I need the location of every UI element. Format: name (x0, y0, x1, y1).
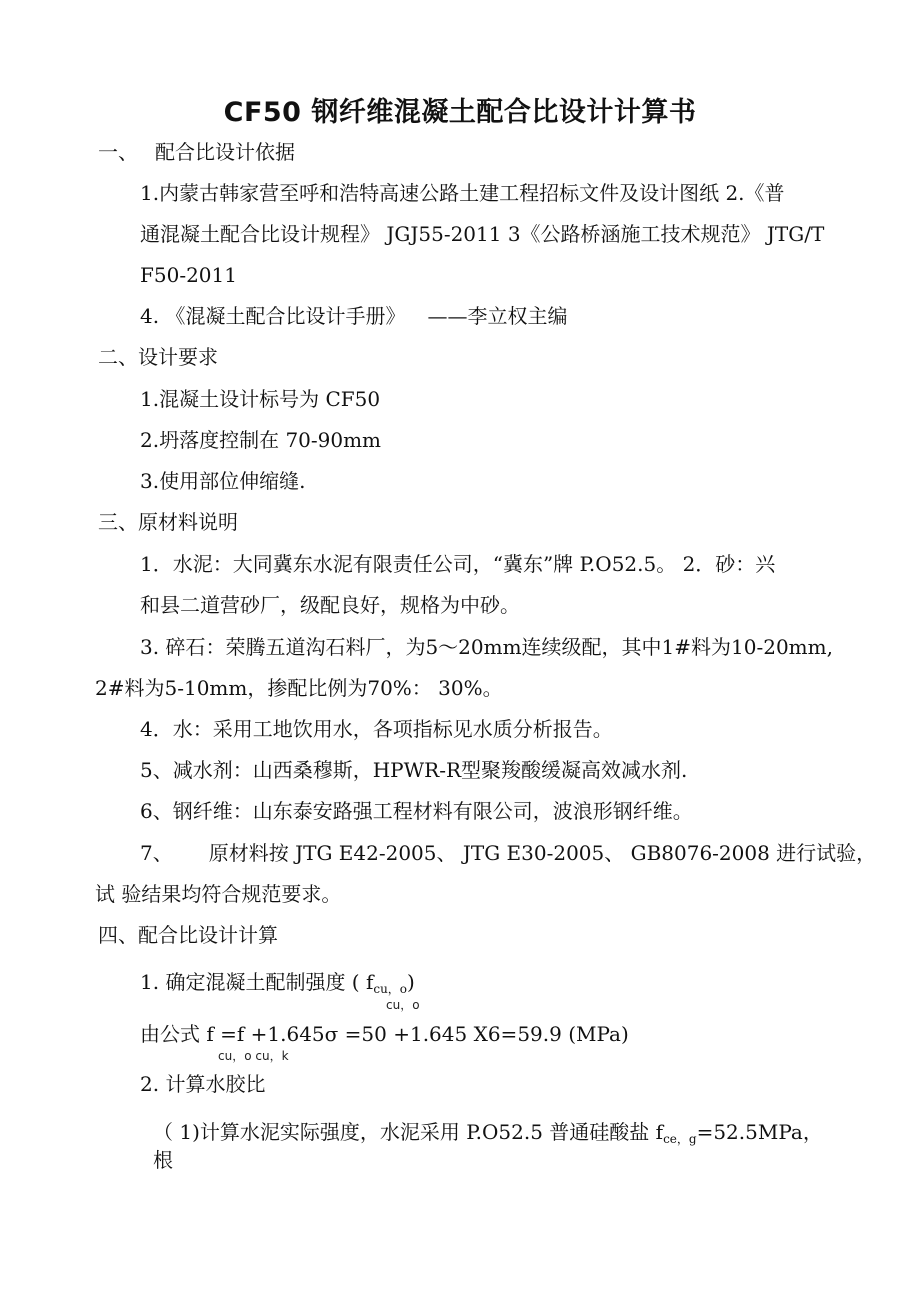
calc-step-2-1-continued: 根 (153, 1148, 173, 1172)
requirement-3: 3.使用部位伸缩缝. (140, 469, 306, 493)
material-line-7: 6、钢纤维：山东泰安路强工程材料有限公司，波浪形钢纤维。 (140, 799, 693, 823)
calc-step-1-subscript: cu，o (373, 982, 408, 996)
material-line-8-number: 7、 (140, 841, 173, 865)
section-4-heading: 四、配合比设计计算 (98, 923, 278, 947)
calc-step-1-text: 1. 确定混凝土配制强度 ( f (140, 970, 374, 994)
basis-line-4-book: 4. 《混凝土配合比设计手册》 (140, 304, 406, 328)
page-title: CF50 钢纤维混凝土配合比设计计算书 (223, 97, 697, 128)
material-line-1: 1．水泥：大同冀东水泥有限责任公司，“冀东”牌 P.O52.5。 2．砂：兴 (140, 552, 776, 576)
material-line-8-text: 原材料按 JTG E42-2005、 JTG E30-2005、 GB8076-2008 进行试验， (208, 841, 877, 865)
material-line-8 (140, 839, 876, 867)
basis-line-4 (140, 302, 567, 330)
formula-subscripts: cu，o cu，k (218, 1049, 289, 1063)
calc-step-2-1-text: （ 1)计算水泥实际强度，水泥采用 P.O52.5 普通硅酸盐 f (153, 1120, 664, 1144)
material-line-2: 和县二道营砂厂，级配良好，规格为中砂。 (140, 593, 520, 617)
calc-step-1-under-subscript: cu，o (386, 998, 420, 1012)
section-1-number: 一、 (98, 140, 138, 164)
requirement-1: 1.混凝土设计标号为 CF50 (140, 387, 381, 411)
calc-step-2-1 (153, 1118, 823, 1153)
basis-line-1: 1.内蒙古韩家营至呼和浩特高速公路土建工程招标文件及设计图纸 2.《普 (140, 181, 785, 205)
calc-step-1 (140, 968, 415, 1003)
material-line-4: 2#料为5-10mm，掺配比例为70%： 30%。 (95, 676, 503, 700)
requirement-2: 2.坍落度控制在 70-90mm (140, 428, 382, 452)
calc-step-2-1-subscript: ce，g (663, 1132, 697, 1146)
section-2-heading: 二、设计要求 (98, 345, 218, 369)
basis-line-3: F50-2011 (140, 263, 237, 287)
calc-step-1-close: ) (407, 970, 415, 994)
material-line-9: 试 验结果均符合规范要求。 (95, 882, 342, 906)
material-line-5: 4．水：采用工地饮用水，各项指标见水质分析报告。 (140, 717, 613, 741)
basis-line-2: 通混凝土配合比设计规程》 JGJ55-2011 3《公路桥涵施工技术规范》 JTG/T (140, 222, 825, 246)
formula-line: 由公式 f =f +1.645σ =50 +1.645 X6=59.9 (MPa) (140, 1022, 629, 1046)
calc-step-2: 2. 计算水胶比 (140, 1072, 266, 1096)
basis-line-4-editor: ——李立权主编 (427, 304, 568, 328)
material-line-3: 3. 碎石：荣腾五道沟石料厂，为5〜20mm连续级配，其中1#料为10-20mm, (140, 635, 833, 659)
section-1-heading: 配合比设计依据 (155, 140, 295, 164)
calc-step-2-1-value: =52.5MPa， (696, 1120, 823, 1144)
material-line-6: 5、减水剂：山西桑穆斯，HPWR-R型聚羧酸缓凝高效减水剂. (140, 758, 688, 782)
section-3-heading: 三、原材料说明 (98, 510, 238, 534)
